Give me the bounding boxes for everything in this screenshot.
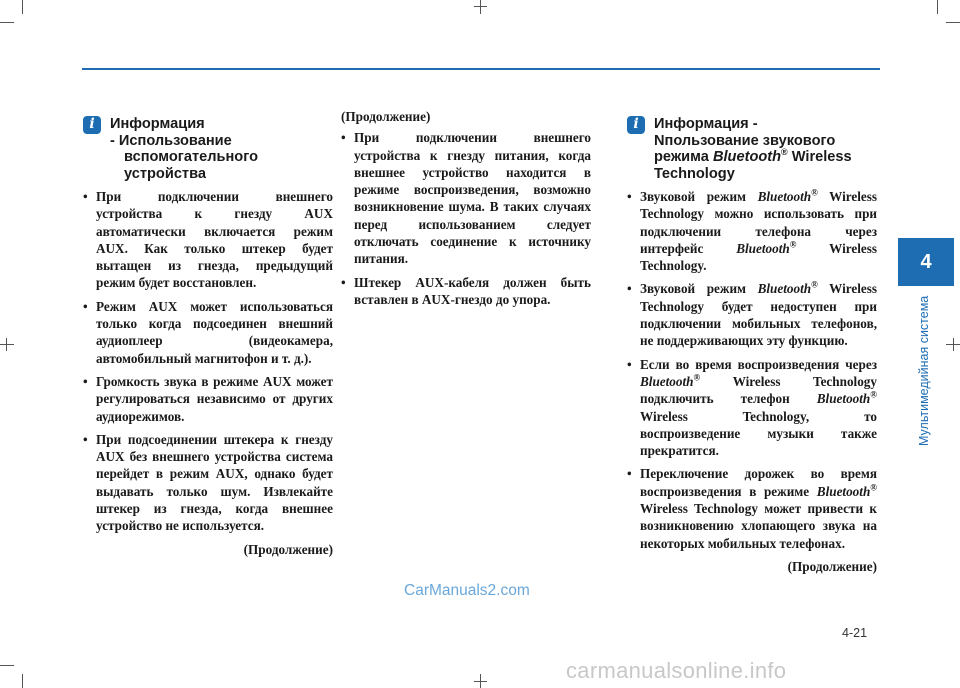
list-item: • Переключение дорожек во время воспроизведения в режиме Bluetooth® Wireless Technology может привести к возникновению хлопающего звука на некоторых мобильных телефонах. (627, 465, 877, 551)
crop-mark (474, 6, 487, 7)
info-subtitle: - Использование вспомогательного устройства (110, 132, 259, 182)
info-title: Информация (110, 116, 205, 132)
continued-label: (Продолжение) (787, 558, 877, 574)
section-title-vertical: Мультимедийная система (917, 295, 931, 446)
list-item: • Звуковой режим Bluetooth® Wireless Technology будет недоступен при подключении мобильных телефонов, не поддерживающих эту функцию. (627, 280, 877, 349)
list-item: • При подключении внешнего устройства к гнезду AUX автоматически включается режим AUX. Как только штекер будет вытащен из гнезда, предыдущий режим будет восстановлен. (83, 188, 333, 292)
continued-label: (Продолжение) (341, 109, 431, 124)
info-title: Информация - Nпользование звукового режима Bluetooth® Wireless Technology (654, 116, 852, 182)
list-item: • При подключении внешнего устройства к гнезду питания, когда внешнее устройство находится в режиме воспроизведения, возможно возникновение шума. В таких случаях перед использованием следует отключать соединение к источнику питания. (341, 129, 591, 267)
crop-mark (946, 22, 960, 23)
list-item: • Режим AUX может использоваться только когда подсоединен внешний аудиоплеер (видеокамера, автомобильный магнитофон и т. д.). (83, 298, 333, 367)
crop-mark (480, 0, 481, 14)
info-heading-bluetooth (627, 116, 877, 182)
watermark: CarManuals2.com (404, 582, 530, 599)
column-middle (341, 108, 591, 314)
list-item: • Штекер AUX-кабеля должен быть вставлен в AUX-гнездо до упора. (341, 274, 591, 309)
crop-mark (0, 344, 14, 345)
column-left (83, 104, 333, 558)
crop-mark (953, 338, 954, 351)
column-right (627, 104, 877, 575)
crop-mark (22, 674, 23, 688)
header-rule (82, 68, 880, 70)
info-icon: i (627, 116, 645, 134)
info-icon: i (83, 116, 101, 134)
chapter-tab: 4 (898, 238, 954, 286)
crop-mark (6, 338, 7, 351)
list-item: • Если во время воспроизведения через Bluetooth® Wireless Technology подключить телефон Bluetooth® Wireless Technology, то воспроизведение музыки также прекратится. (627, 356, 877, 460)
crop-mark (0, 22, 14, 23)
continued-label: (Продолжение) (243, 541, 333, 557)
crop-mark (0, 665, 14, 666)
watermark-footer: carmanualsonline.info (566, 658, 787, 683)
info-heading-aux (83, 116, 333, 182)
page-number: 4-21 (842, 626, 868, 640)
crop-mark (474, 681, 487, 682)
crop-mark (22, 0, 23, 14)
list-item: • При подсоединении штекера к гнезду AUX без внешнего устройства система перейдет в режим AUX, однако будет выдавать только шум. Извлекайте штекер из гнезда, когда внешнее устройство не используется. (83, 431, 333, 535)
crop-mark (937, 0, 938, 14)
list-item: • Звуковой режим Bluetooth® Wireless Technology можно использовать при подключении телефона через интерфейс Bluetooth® Wireless Technology. (627, 188, 877, 274)
list-item: • Громкость звука в режиме AUX может регулироваться независимо от других аудиорежимов. (83, 373, 333, 425)
